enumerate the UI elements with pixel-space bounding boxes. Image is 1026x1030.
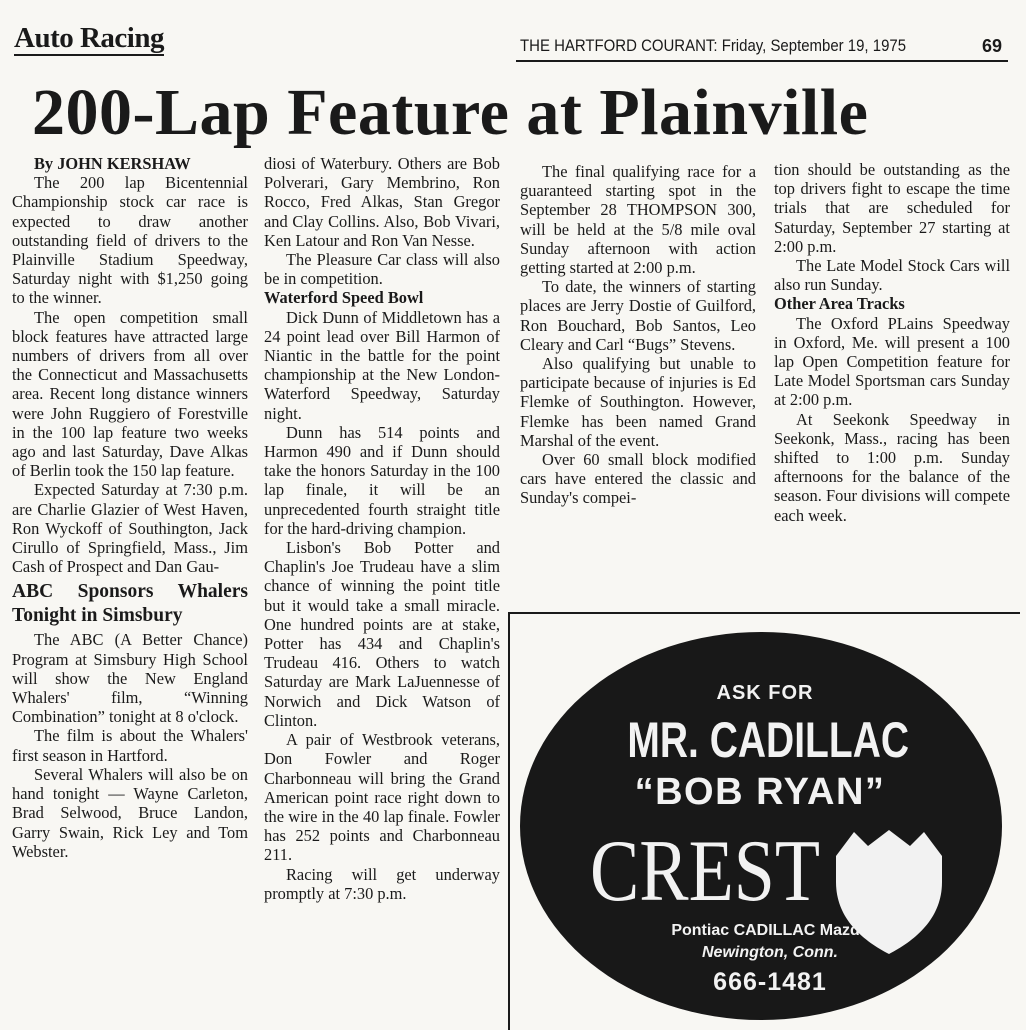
subhead-waterford: Waterford Speed Bowl (264, 288, 424, 308)
paragraph: The ABC (A Better Chance) Program at Simsbury High School will show the New England Whalers' film, “Winning Combination” tonight at 8 o'clock. (12, 630, 248, 727)
article-column-4 (774, 160, 1010, 525)
paragraph: Also qualifying but unable to participate because of injuries is Ed Flemke of Southington. However, Flemke has been named Grand Marshal of the event. (520, 354, 756, 450)
paragraph: The Oxford PLains Speedway in Oxford, Me. will present a 100 lap Open Competition feature for Late Model Sportsman cars Sunday at 2:00 p.m. (774, 313, 1010, 410)
section-label: Auto Racing (14, 22, 164, 54)
ad-crest-logo: CREST (590, 823, 821, 920)
paragraph: Lisbon's Bob Potter and Chaplin's Joe Trudeau have a slim chance of winning the point title but it would take a small miracle. One hundred points are at stake, Potter has 434 and Chaplin's Trudeau 416. Others to watch Saturday are Mark LaJuennesse of Norwich and Dick Watson of Clinton. (264, 538, 500, 730)
article-column-1 (12, 154, 248, 861)
paragraph: diosi of Waterbury. Others are Bob Polverari, Gary Membrino, Ron Rocco, Fred Alkas, Stan Gregor and Clay Collins. Also, Bob Vivari, Ken Latour and Ron Van Nesse. (264, 154, 500, 250)
paragraph: The 200 lap Bicentennial Championship stock car race is expected to draw another outstanding field of drivers to the Plainville Stadium Speedway, Saturday night with $1,250 going to the winner. (12, 173, 248, 308)
page-number: 69 (982, 36, 1003, 56)
headline: 200-Lap Feature at Plainville (32, 76, 869, 149)
ad-bob-ryan: “BOB RYAN” (634, 771, 886, 813)
byline: By JOHN KERSHAW (34, 154, 191, 173)
paragraph: The final qualifying race for a guaranteed starting spot in the September 28 THOMPSON 300, will be held at the 5/8 mile oval Sunday afternoon with action getting started at 2:00 p.m. (520, 162, 756, 278)
masthead: THE HARTFORD COURANT: Friday, September 19, 1975 (520, 36, 907, 55)
paragraph: The open competition small block features have attracted large numbers of drivers from all over the Connecticut and Massachusetts area. Recent long distance winners were John Ruggiero of Forestville in the 100 lap feature two weeks ago and last Saturday, Dave Alkas of Berlin took the 150 lap feature. (12, 307, 248, 481)
subhead-other-tracks: Other Area Tracks (774, 294, 905, 314)
ad-brands: Pontiac CADILLAC Mazda (671, 922, 869, 939)
masthead-rule (516, 60, 1008, 62)
article-column-3 (520, 162, 756, 508)
paragraph: Dick Dunn of Middletown has a 24 point lead over Bill Harmon of Niantic in the battle for the point championship at the New London-Waterford Speedway, Saturday night. (264, 307, 500, 423)
paragraph: tion should be outstanding as the top drivers fight to escape the time trials that are scheduled for Saturday, September 27 starting at 2:00 p.m. (774, 160, 1010, 256)
article-column-2 (264, 154, 500, 903)
ad-ask-for: ASK FOR (716, 682, 814, 704)
ad-phone: 666-1481 (713, 968, 827, 996)
paragraph: Racing will get underway promptly at 7:30 p.m. (264, 864, 500, 903)
paragraph: Dunn has 514 points and Harmon 490 and if Dunn should take the honors Saturday in the 100 lap finale, it will be an unprecedented fourth straight title for the hard-driving champion. (264, 422, 500, 538)
paragraph: Over 60 small block modified cars have entered the classic and Sunday's compei- (520, 450, 756, 508)
ad-location: Newington, Conn. (702, 944, 838, 961)
paragraph: To date, the winners of starting places are Jerry Dostie of Guilford, Ron Bouchard, Bob Santos, Leo Cleary and Carl “Bugs” Stevens. (520, 277, 756, 354)
paragraph: Several Whalers will also be on hand tonight — Wayne Carleton, Brad Selwood, Bruce Landon, Garry Swain, Rick Ley and Tom Webster. (12, 764, 248, 861)
paragraph: At Seekonk Speedway in Seekonk, Mass., racing has been shifted to 1:00 p.m. Sunday afternoons for the balance of the season. Four divisions will compete each week. (774, 409, 1010, 525)
paragraph: The Pleasure Car class will also be in competition. (264, 250, 500, 289)
paragraph: A pair of Westbrook veterans, Don Fowler and Roger Charbonneau will bring the Grand American point race right down to the wire in the 40 lap finale. Fowler has 252 points and Charbonneau 211. (264, 730, 500, 865)
paragraph: Expected Saturday at 7:30 p.m. are Charlie Glazier of West Haven, Ron Wyckoff of Southington, Jack Cirullo of Springfield, Mass., Jim Cash of Prospect and Dan Gau- (12, 480, 248, 577)
paragraph: The Late Model Stock Cars will also run Sunday. (774, 256, 1010, 295)
whalers-headline: ABC Sponsors Whalers Tonight in Simsbury (12, 581, 248, 627)
paragraph: The film is about the Whalers' first season in Hartford. (12, 726, 248, 765)
ad-mr-cadillac: MR. CADILLAC (627, 712, 910, 768)
